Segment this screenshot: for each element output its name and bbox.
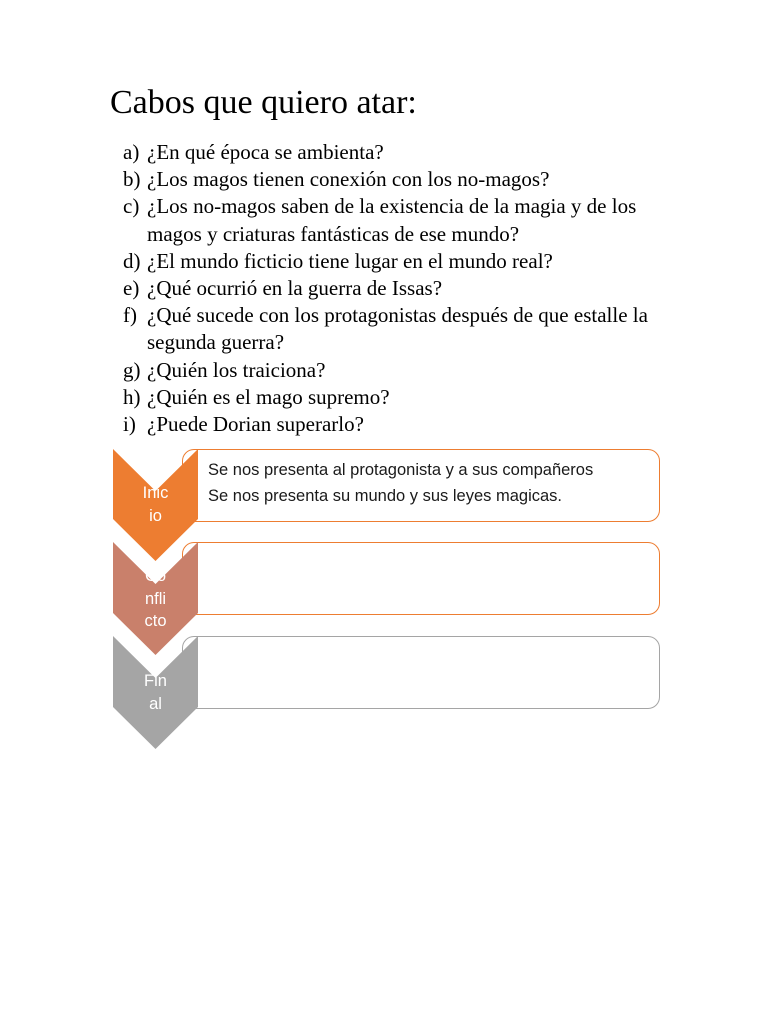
question-text: ¿Los magos tienen conexión con los no-magos? xyxy=(147,167,550,192)
stage-box-inicio xyxy=(182,449,660,522)
question-marker: f) xyxy=(123,303,137,328)
question-item xyxy=(123,193,683,247)
question-marker: a) xyxy=(123,140,140,164)
question-marker: b) xyxy=(123,167,141,192)
question-list xyxy=(123,139,683,438)
question-marker: e) xyxy=(123,276,140,301)
question-text: ¿Quién los traiciona? xyxy=(147,357,326,382)
stage-label-line: cto xyxy=(144,612,167,630)
stage-label-conflicto xyxy=(113,565,198,633)
question-item xyxy=(123,384,683,411)
stage-label-line: nfli xyxy=(144,589,167,608)
stage-box-conflicto xyxy=(182,542,660,615)
stage-description-line: Se nos presenta al protagonista y a sus compañeros xyxy=(208,461,594,479)
question-text: ¿El mundo ficticio tiene lugar en el mundo real? xyxy=(147,248,553,273)
stage-box-final xyxy=(182,636,660,709)
question-text: ¿Quién es el mago supremo? xyxy=(147,384,390,409)
question-marker: d) xyxy=(123,248,141,273)
question-text: ¿Qué sucede con los protagonistas después de que estalle la segunda guerra? xyxy=(147,303,648,355)
document-title: Cabos que quiero atar: xyxy=(110,84,417,121)
stage-description xyxy=(183,450,659,509)
stage-label-line: al xyxy=(149,694,162,713)
stage-label-line: Co xyxy=(144,567,167,585)
stage-label-inicio xyxy=(113,482,198,527)
stage-label-line: Inic xyxy=(142,484,169,502)
question-marker: g) xyxy=(123,357,141,382)
question-text: ¿Puede Dorian superarlo? xyxy=(147,412,364,437)
question-item xyxy=(123,275,683,302)
question-text: ¿Qué ocurrió en la guerra de Issas? xyxy=(147,276,443,301)
stage-label-line: io xyxy=(149,506,162,525)
question-marker: h) xyxy=(123,384,141,409)
question-item xyxy=(123,139,683,166)
question-text: ¿Los no-magos saben de la existencia de la magia y de los magos y criaturas fantásticas de ese mundo? xyxy=(147,194,637,246)
stage-label-final xyxy=(113,670,198,715)
question-marker: i) xyxy=(123,412,136,437)
question-text: ¿En qué época se ambienta? xyxy=(147,140,384,164)
question-item xyxy=(123,166,683,193)
question-item xyxy=(123,248,683,275)
stage-label-line: Fin xyxy=(144,672,167,690)
question-item xyxy=(123,411,683,438)
question-item xyxy=(123,302,683,356)
stage-description-line: Se nos presenta su mundo y sus leyes magicas. xyxy=(208,487,563,505)
question-marker: c) xyxy=(123,194,140,219)
question-item xyxy=(123,357,683,384)
